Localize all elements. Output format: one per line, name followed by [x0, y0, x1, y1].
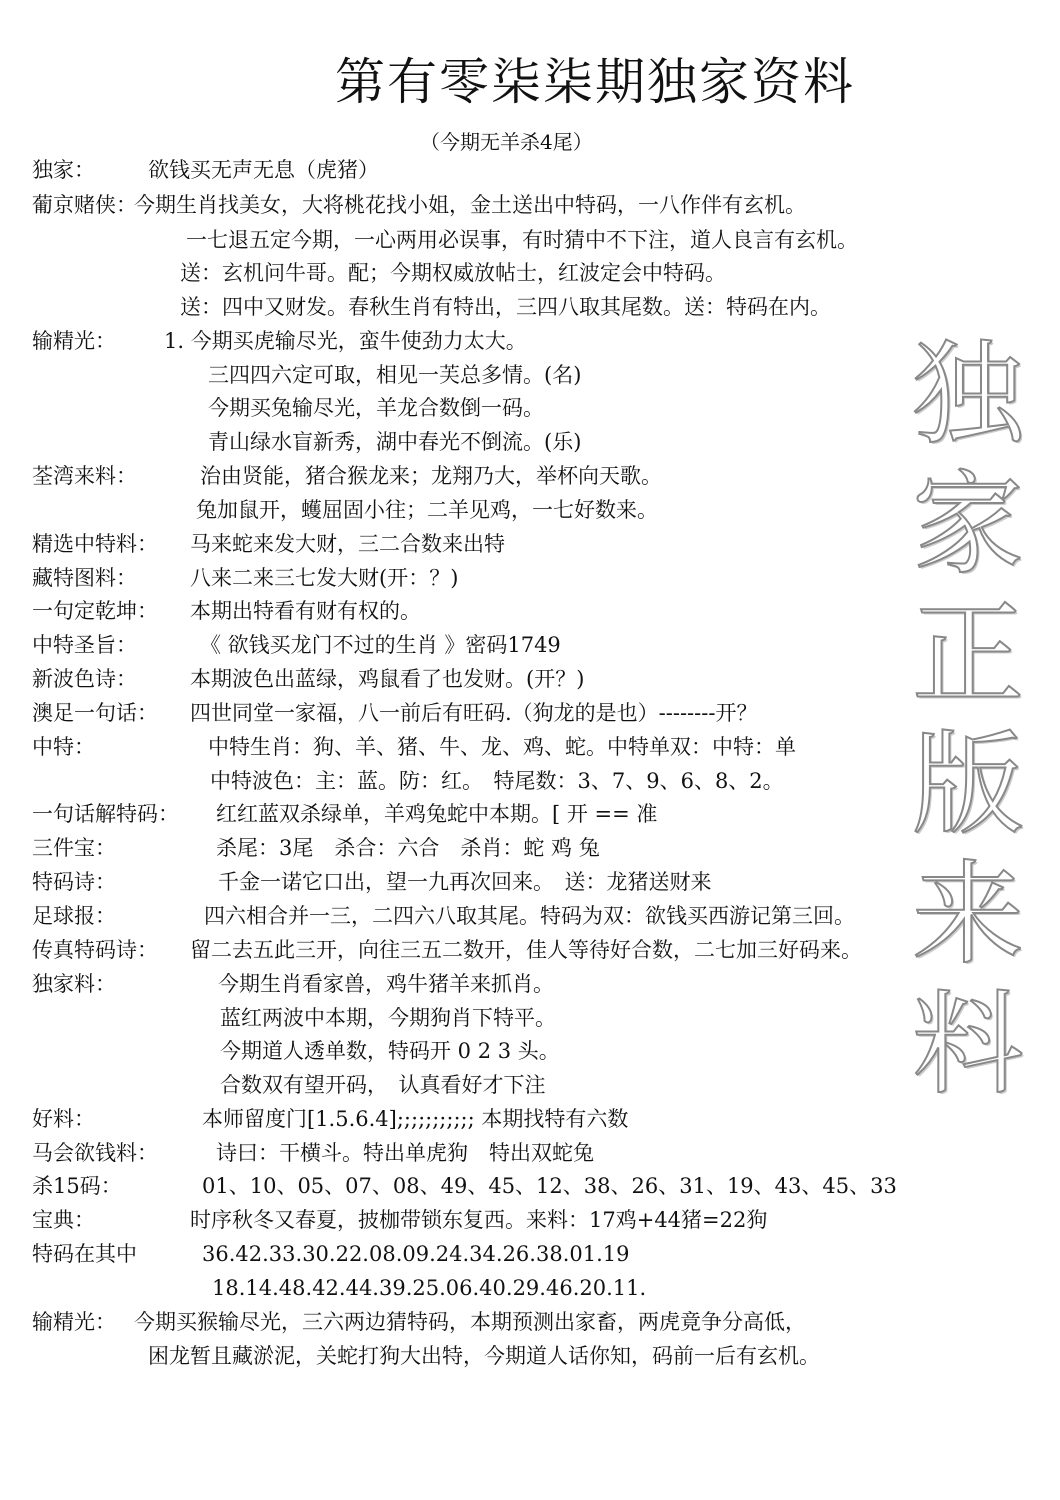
line-text: 三四四六定可取，相见一芙总多情。(名)	[208, 363, 582, 387]
line-text: 合数双有望开码， 认真看好才下注	[220, 1073, 546, 1097]
line-text: 四六相合并一三，二四六八取其尾。特码为双：欲钱买西游记第三回。	[204, 904, 855, 928]
line-label: 马会欲钱料：	[32, 1141, 158, 1165]
line-label: 宝典：	[32, 1208, 95, 1232]
line-label: 三件宝：	[32, 836, 116, 860]
line-text: 送：玄机问牛哥。配；今期权威放帖士，红波定会中特码。	[180, 261, 726, 285]
line-text: 治由贤能，猪合猴龙来；龙翔乃大，举杯向天歌。	[200, 464, 662, 488]
line-label: 一句话解特码：	[32, 802, 179, 826]
line-text: 本期波色出蓝绿，鸡鼠看了也发财。(开？)	[190, 667, 585, 691]
line-label: 输精光：	[32, 329, 116, 353]
watermark-char: 独	[912, 330, 1024, 460]
watermark-char: 正	[912, 590, 1024, 720]
line-text: 杀尾：3尾 杀合：六合 杀肖：蛇 鸡 兔	[216, 836, 600, 860]
line-text: 欲钱买无声无息（虎猪）	[148, 158, 379, 182]
line-text: 中特生肖：狗、羊、猪、牛、龙、鸡、蛇。中特单双：中特：单	[208, 735, 796, 759]
line-text: 困龙暂且藏淤泥，关蛇打狗大出特，今期道人话你知，码前一后有玄机。	[148, 1344, 820, 1368]
line-label: 独家：	[32, 158, 95, 182]
line-label: 荃湾来料：	[32, 464, 137, 488]
line-text: 兔加鼠开，蠖屈固小往；二羊见鸡，一七好数来。	[196, 498, 658, 522]
line-label: 精选中特料：	[32, 532, 158, 556]
line-text: 《 欲钱买龙门不过的生肖 》密码1749	[200, 633, 561, 657]
line-label: 足球报：	[32, 904, 116, 928]
line-text: 01、10、05、07、08、49、45、12、38、26、31、19、43、45、33	[202, 1174, 897, 1198]
vertical-watermark	[908, 330, 1028, 1110]
line-label: 一句定乾坤：	[32, 599, 158, 623]
line-label: 输精光：	[32, 1310, 116, 1334]
line-text: 蓝红两波中本期，今期狗肖下特平。	[220, 1006, 556, 1030]
line-text: 八来二来三七发大财(开：？)	[190, 566, 459, 590]
line-text: 今期生肖看家兽，鸡牛猪羊来抓肖。	[218, 972, 554, 996]
line-text: 马来蛇来发大财，三二合数来出特	[190, 532, 505, 556]
line-text: 今期买猴输尽光，三六两边猜特码，本期预测出家畜，两虎竟争分高低，	[134, 1310, 806, 1334]
line-text: 今期买兔输尽光，羊龙合数倒一码。	[208, 396, 544, 420]
watermark-char: 家	[912, 460, 1024, 590]
line-label: 好料：	[32, 1107, 95, 1131]
line-label: 藏特图料：	[32, 566, 137, 590]
line-label: 独家料：	[32, 972, 116, 996]
line-text: 18.14.48.42.44.39.25.06.40.29.46.20.11.	[212, 1276, 647, 1300]
line-text: 今期生肖找美女，大将桃花找小姐，金土送出中特码，一八作伴有玄机。	[134, 193, 806, 217]
line-text: 1. 今期买虎输尽光，蛮牛使劲力太大。	[164, 329, 527, 353]
watermark-char: 料	[912, 980, 1024, 1110]
line-label: 葡京赌侠：	[32, 193, 137, 217]
line-text: 千金一诺它口出，望一九再次回来。 送：龙猪送财来	[218, 870, 712, 894]
line-label: 新波色诗：	[32, 667, 137, 691]
line-label: 杀15码：	[32, 1174, 122, 1198]
line-label: 澳足一句话：	[32, 701, 158, 725]
line-text: 送：四中又财发。春秋生肖有特出，三四八取其尾数。送：特码在内。	[180, 295, 831, 319]
watermark-char: 版	[912, 720, 1024, 850]
line-text: 四世同堂一家福，八一前后有旺码.（狗龙的是也）--------开？	[190, 701, 758, 725]
line-text: 青山绿水盲新秀，湖中春光不倒流。(乐)	[208, 430, 582, 454]
line-text: 一七退五定今期，一心两用必误事，有时猜中不下注，道人良言有玄机。	[186, 228, 858, 252]
watermark-char: 来	[912, 850, 1024, 980]
line-text: 本师留度门[1.5.6.4];;;;;;;;;;; 本期找特有六数	[202, 1107, 629, 1131]
line-text: 红红蓝双杀绿单，羊鸡兔蛇中本期。[ 开 == 准	[216, 802, 658, 826]
line-text: 本期出特看有财有权的。	[190, 599, 421, 623]
line-label: 中特圣旨：	[32, 633, 137, 657]
line-text: 时序秋冬又春夏，披枷带锁东复西。来料：17鸡+44猪=22狗	[190, 1208, 768, 1232]
line-text: 今期道人透单数，特码开 0 2 3 头。	[220, 1039, 560, 1063]
line-label: 特码诗：	[32, 870, 116, 894]
line-label: 传真特码诗：	[32, 938, 158, 962]
line-text: 诗曰：干横斗。特出单虎狗 特出双蛇兔	[216, 1141, 594, 1165]
line-text: 36.42.33.30.22.08.09.24.34.26.38.01.19	[202, 1242, 630, 1266]
line-text: 留二去五此三开，向往三五二数开，佳人等待好合数，二七加三好码来。	[190, 938, 862, 962]
line-label: 中特：	[32, 735, 95, 759]
line-label: 特码在其中	[32, 1242, 137, 1266]
page-subtitle: （今期无羊杀4尾）	[420, 130, 593, 154]
page-title: 第有零柒柒期独家资料	[335, 53, 855, 111]
line-text: 中特波色：主：蓝。防：红。 特尾数：3、7、9、6、8、2。	[210, 769, 784, 793]
